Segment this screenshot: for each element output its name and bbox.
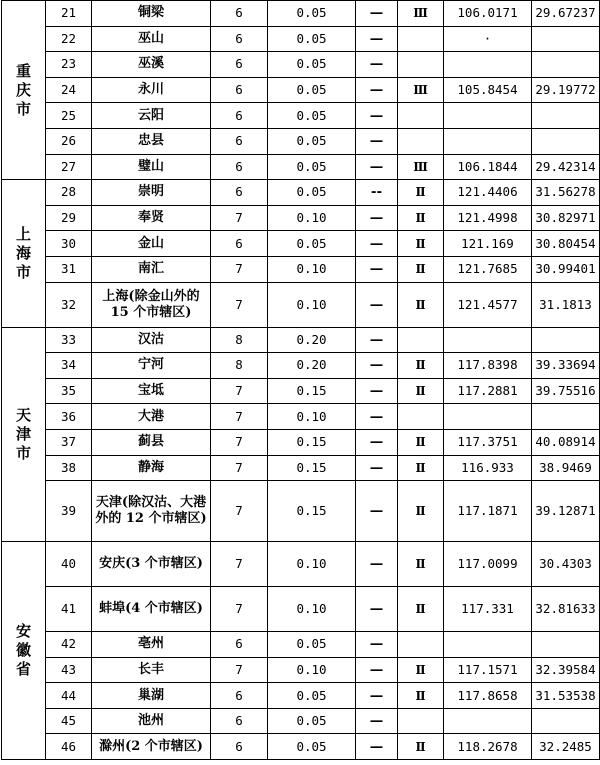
latitude-cell: 30.82971: [532, 205, 600, 231]
intensity-cell: 6: [211, 128, 268, 154]
site-class-cell: [398, 52, 444, 78]
province-char: 安: [15, 622, 31, 641]
acceleration-cell: 0.05: [268, 77, 356, 103]
row-number-cell: 29: [46, 205, 92, 231]
latitude-cell: 39.75516: [532, 378, 600, 404]
table-row: [2, 404, 600, 430]
row-number-cell: 35: [46, 378, 92, 404]
province-char: 天: [15, 405, 31, 424]
dash-cell: —: [356, 205, 398, 231]
latitude-cell: 30.99401: [532, 256, 600, 282]
latitude-cell: 31.1813: [532, 282, 600, 327]
dash-cell: —: [356, 657, 398, 683]
table-row: [2, 378, 600, 404]
province-char: 徽: [15, 641, 31, 660]
row-number-cell: 41: [46, 587, 92, 632]
location-name-cell: 安庆(3 个市辖区): [92, 542, 211, 587]
longitude-cell: [444, 708, 532, 734]
row-number-cell: 31: [46, 256, 92, 282]
row-number-cell: 21: [46, 1, 92, 27]
latitude-cell: 39.12871: [532, 481, 600, 542]
table-row: [2, 231, 600, 257]
row-number-cell: 24: [46, 77, 92, 103]
latitude-cell: 31.56278: [532, 180, 600, 206]
acceleration-cell: 0.05: [268, 180, 356, 206]
longitude-cell: 117.8658: [444, 683, 532, 709]
province-char: 市: [15, 443, 31, 462]
dash-cell: —: [356, 455, 398, 481]
province-char: 津: [15, 424, 31, 443]
table-row: [2, 154, 600, 180]
location-name-cell: 璧山: [92, 154, 211, 180]
province-char: 庆: [15, 80, 31, 99]
table-row: [2, 734, 600, 760]
intensity-cell: 6: [211, 77, 268, 103]
latitude-cell: 32.81633: [532, 587, 600, 632]
site-class-cell: Ⅱ: [398, 429, 444, 455]
table-row: [2, 353, 600, 379]
intensity-cell: 7: [211, 542, 268, 587]
row-number-cell: 44: [46, 683, 92, 709]
location-name-cell: 铜梁: [92, 1, 211, 27]
longitude-cell: [444, 404, 532, 430]
site-class-cell: Ⅱ: [398, 683, 444, 709]
table-row: [2, 683, 600, 709]
table-row: [2, 481, 600, 542]
latitude-cell: 40.08914: [532, 429, 600, 455]
intensity-cell: 7: [211, 282, 268, 327]
dash-cell: --: [356, 180, 398, 206]
intensity-cell: 6: [211, 683, 268, 709]
location-name-cell: 南汇: [92, 256, 211, 282]
intensity-cell: 7: [211, 256, 268, 282]
location-name-cell: 奉贤: [92, 205, 211, 231]
dash-cell: —: [356, 154, 398, 180]
latitude-cell: [532, 708, 600, 734]
location-name-cell: 云阳: [92, 103, 211, 129]
location-name-cell: 汉沽: [92, 327, 211, 353]
intensity-cell: 7: [211, 481, 268, 542]
longitude-cell: 117.0099: [444, 542, 532, 587]
acceleration-cell: 0.15: [268, 455, 356, 481]
intensity-cell: 7: [211, 657, 268, 683]
province-char: 上: [15, 224, 31, 243]
latitude-cell: [532, 327, 600, 353]
latitude-cell: [532, 52, 600, 78]
dash-cell: —: [356, 52, 398, 78]
latitude-cell: 29.42314: [532, 154, 600, 180]
intensity-cell: 6: [211, 180, 268, 206]
table-row: [2, 205, 600, 231]
latitude-cell: 39.33694: [532, 353, 600, 379]
dash-cell: —: [356, 734, 398, 760]
row-number-cell: 34: [46, 353, 92, 379]
location-name-cell: 池州: [92, 708, 211, 734]
location-name-cell: 静海: [92, 455, 211, 481]
acceleration-cell: 0.15: [268, 378, 356, 404]
row-number-cell: 23: [46, 52, 92, 78]
row-number-cell: 46: [46, 734, 92, 760]
row-number-cell: 22: [46, 26, 92, 52]
row-number-cell: 33: [46, 327, 92, 353]
intensity-cell: 7: [211, 404, 268, 430]
acceleration-cell: 0.05: [268, 52, 356, 78]
table-row: [2, 52, 600, 78]
site-class-cell: Ⅱ: [398, 657, 444, 683]
acceleration-cell: 0.05: [268, 734, 356, 760]
table-row: [2, 327, 600, 353]
acceleration-cell: 0.15: [268, 481, 356, 542]
site-class-cell: [398, 26, 444, 52]
row-number-cell: 27: [46, 154, 92, 180]
location-name-cell: 巢湖: [92, 683, 211, 709]
table-row: [2, 587, 600, 632]
site-class-cell: Ⅱ: [398, 455, 444, 481]
acceleration-cell: 0.05: [268, 683, 356, 709]
site-class-cell: Ⅱ: [398, 734, 444, 760]
location-name-cell: 天津(除汉沽、大港外的 12 个市辖区): [92, 481, 211, 542]
dash-cell: —: [356, 103, 398, 129]
acceleration-cell: 0.05: [268, 632, 356, 658]
site-class-cell: Ⅱ: [398, 378, 444, 404]
site-class-cell: Ⅱ: [398, 282, 444, 327]
province-char: 市: [15, 99, 31, 118]
intensity-cell: 6: [211, 26, 268, 52]
province-cell: [2, 180, 46, 327]
location-name-cell: 滁州(2 个市辖区): [92, 734, 211, 760]
acceleration-cell: 0.05: [268, 708, 356, 734]
location-name-cell: 蚌埠(4 个市辖区): [92, 587, 211, 632]
province-cell: [2, 327, 46, 542]
dash-cell: —: [356, 256, 398, 282]
acceleration-cell: 0.20: [268, 327, 356, 353]
intensity-cell: 8: [211, 353, 268, 379]
latitude-cell: [532, 26, 600, 52]
location-name-cell: 宁河: [92, 353, 211, 379]
longitude-cell: ·: [444, 26, 532, 52]
latitude-cell: [532, 128, 600, 154]
acceleration-cell: 0.10: [268, 256, 356, 282]
site-class-cell: [398, 128, 444, 154]
longitude-cell: 117.2881: [444, 378, 532, 404]
latitude-cell: [532, 632, 600, 658]
acceleration-cell: 0.10: [268, 542, 356, 587]
dash-cell: —: [356, 77, 398, 103]
row-number-cell: 26: [46, 128, 92, 154]
dash-cell: —: [356, 429, 398, 455]
site-class-cell: [398, 708, 444, 734]
latitude-cell: [532, 103, 600, 129]
latitude-cell: 30.80454: [532, 231, 600, 257]
dash-cell: —: [356, 708, 398, 734]
latitude-cell: 30.4303: [532, 542, 600, 587]
location-name-cell: 大港: [92, 404, 211, 430]
location-name-cell: 上海(除金山外的 15 个市辖区): [92, 282, 211, 327]
longitude-cell: 121.4998: [444, 205, 532, 231]
acceleration-cell: 0.05: [268, 26, 356, 52]
longitude-cell: 117.1571: [444, 657, 532, 683]
site-class-cell: [398, 103, 444, 129]
site-class-cell: Ⅲ: [398, 77, 444, 103]
province-cell: [2, 542, 46, 760]
longitude-cell: 116.933: [444, 455, 532, 481]
site-class-cell: [398, 632, 444, 658]
acceleration-cell: 0.10: [268, 282, 356, 327]
location-name-cell: 金山: [92, 231, 211, 257]
table-row: [2, 708, 600, 734]
dash-cell: —: [356, 404, 398, 430]
dash-cell: —: [356, 353, 398, 379]
location-name-cell: 长丰: [92, 657, 211, 683]
intensity-cell: 6: [211, 734, 268, 760]
row-number-cell: 37: [46, 429, 92, 455]
table-row: [2, 542, 600, 587]
acceleration-cell: 0.10: [268, 587, 356, 632]
dash-cell: —: [356, 587, 398, 632]
longitude-cell: 121.7685: [444, 256, 532, 282]
table-row: [2, 657, 600, 683]
site-class-cell: Ⅱ: [398, 353, 444, 379]
dash-cell: —: [356, 542, 398, 587]
intensity-cell: 6: [211, 52, 268, 78]
longitude-cell: 117.1871: [444, 481, 532, 542]
table-row: [2, 26, 600, 52]
site-class-cell: Ⅱ: [398, 256, 444, 282]
longitude-cell: 106.0171: [444, 1, 532, 27]
table-row: [2, 77, 600, 103]
latitude-cell: 38.9469: [532, 455, 600, 481]
latitude-cell: 31.53538: [532, 683, 600, 709]
acceleration-cell: 0.05: [268, 1, 356, 27]
latitude-cell: [532, 404, 600, 430]
seismic-parameter-table: [1, 0, 600, 760]
latitude-cell: 29.67237: [532, 1, 600, 27]
dash-cell: —: [356, 282, 398, 327]
province-char: 市: [15, 262, 31, 281]
province-char: 海: [15, 243, 31, 262]
intensity-cell: 6: [211, 154, 268, 180]
dash-cell: —: [356, 26, 398, 52]
acceleration-cell: 0.05: [268, 128, 356, 154]
table-row: [2, 256, 600, 282]
location-name-cell: 巫溪: [92, 52, 211, 78]
intensity-cell: 6: [211, 103, 268, 129]
table-row: [2, 1, 600, 27]
location-name-cell: 巫山: [92, 26, 211, 52]
dash-cell: —: [356, 632, 398, 658]
table-row: [2, 103, 600, 129]
longitude-cell: 117.331: [444, 587, 532, 632]
row-number-cell: 30: [46, 231, 92, 257]
acceleration-cell: 0.20: [268, 353, 356, 379]
province-cell: [2, 1, 46, 180]
longitude-cell: 117.3751: [444, 429, 532, 455]
dash-cell: —: [356, 481, 398, 542]
latitude-cell: 32.2485: [532, 734, 600, 760]
acceleration-cell: 0.15: [268, 429, 356, 455]
intensity-cell: 8: [211, 327, 268, 353]
row-number-cell: 25: [46, 103, 92, 129]
row-number-cell: 28: [46, 180, 92, 206]
intensity-cell: 6: [211, 1, 268, 27]
longitude-cell: [444, 103, 532, 129]
dash-cell: —: [356, 683, 398, 709]
intensity-cell: 7: [211, 429, 268, 455]
row-number-cell: 36: [46, 404, 92, 430]
intensity-cell: 7: [211, 378, 268, 404]
longitude-cell: [444, 52, 532, 78]
row-number-cell: 40: [46, 542, 92, 587]
intensity-cell: 7: [211, 205, 268, 231]
acceleration-cell: 0.10: [268, 205, 356, 231]
dash-cell: —: [356, 231, 398, 257]
longitude-cell: 121.4406: [444, 180, 532, 206]
dash-cell: —: [356, 378, 398, 404]
location-name-cell: 忠县: [92, 128, 211, 154]
latitude-cell: 32.39584: [532, 657, 600, 683]
site-class-cell: Ⅱ: [398, 587, 444, 632]
longitude-cell: [444, 327, 532, 353]
location-name-cell: 亳州: [92, 632, 211, 658]
acceleration-cell: 0.10: [268, 657, 356, 683]
intensity-cell: 7: [211, 455, 268, 481]
row-number-cell: 42: [46, 632, 92, 658]
row-number-cell: 38: [46, 455, 92, 481]
longitude-cell: 118.2678: [444, 734, 532, 760]
site-class-cell: Ⅲ: [398, 1, 444, 27]
location-name-cell: 崇明: [92, 180, 211, 206]
table-row: [2, 429, 600, 455]
site-class-cell: Ⅱ: [398, 231, 444, 257]
province-char: 省: [15, 660, 31, 679]
table-row: [2, 282, 600, 327]
acceleration-cell: 0.05: [268, 231, 356, 257]
site-class-cell: Ⅲ: [398, 154, 444, 180]
longitude-cell: 121.4577: [444, 282, 532, 327]
intensity-cell: 6: [211, 231, 268, 257]
site-class-cell: Ⅱ: [398, 205, 444, 231]
acceleration-cell: 0.05: [268, 103, 356, 129]
location-name-cell: 永川: [92, 77, 211, 103]
longitude-cell: 117.8398: [444, 353, 532, 379]
table-row: [2, 128, 600, 154]
table-row: [2, 180, 600, 206]
dash-cell: —: [356, 128, 398, 154]
longitude-cell: 121.169: [444, 231, 532, 257]
dash-cell: —: [356, 1, 398, 27]
table-row: [2, 455, 600, 481]
table-row: [2, 632, 600, 658]
province-char: 重: [15, 61, 31, 80]
location-name-cell: 蓟县: [92, 429, 211, 455]
row-number-cell: 39: [46, 481, 92, 542]
dash-cell: —: [356, 327, 398, 353]
acceleration-cell: 0.10: [268, 404, 356, 430]
row-number-cell: 45: [46, 708, 92, 734]
longitude-cell: 105.8454: [444, 77, 532, 103]
intensity-cell: 6: [211, 708, 268, 734]
table-body: [2, 1, 600, 760]
site-class-cell: Ⅱ: [398, 481, 444, 542]
location-name-cell: 宝坻: [92, 378, 211, 404]
site-class-cell: [398, 404, 444, 430]
site-class-cell: Ⅱ: [398, 180, 444, 206]
row-number-cell: 32: [46, 282, 92, 327]
intensity-cell: 7: [211, 587, 268, 632]
longitude-cell: 106.1844: [444, 154, 532, 180]
longitude-cell: [444, 632, 532, 658]
site-class-cell: Ⅱ: [398, 542, 444, 587]
intensity-cell: 6: [211, 632, 268, 658]
longitude-cell: [444, 128, 532, 154]
latitude-cell: 29.19772: [532, 77, 600, 103]
site-class-cell: [398, 327, 444, 353]
row-number-cell: 43: [46, 657, 92, 683]
acceleration-cell: 0.05: [268, 154, 356, 180]
